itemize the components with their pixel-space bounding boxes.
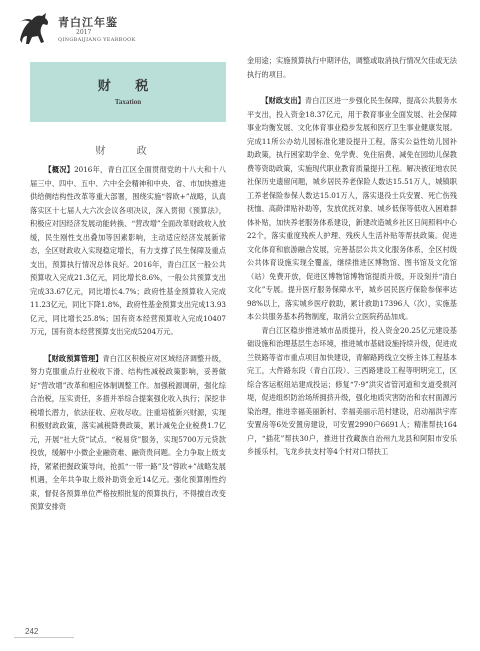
section-title: 财 政 <box>95 146 161 157</box>
chapter-title: 财 税 <box>97 79 159 94</box>
chapter-banner <box>30 62 226 122</box>
yearbook-header <box>14 6 234 52</box>
right-column <box>247 54 457 459</box>
urban-quality-paragraph: 青白江区稳步推进城市品质提升，投入资金20.25亿元建设基础设施和治理基层生态环境，推进城市基础设施持续升级，促进成兰铁路等省市重点项目加快建设，青解路跨线立交桥主体工程基本完工，大件路东段（青白江段）、三西路建设工程等明明完工，区综合客运枢纽站建成投运；修复“7·9”洪灾省管河道和支道受损河堤，促进组织防治场所拥挤升级，强化地质灾害防治和农村面源污染治理，推进幸福美丽新村、幸福美丽示范村建设，启动福洪宇库安置房等6处安置房建设，可安置2990户6691人；精准帮扶164户，“插花”帮扶30户，推进甘孜藏族自治州九龙县和阿阳市安乐乡援乐村，飞龙乡扶支村等4个村对口帮扶工 <box>247 325 457 456</box>
overview-paragraph <box>30 163 226 339</box>
footer-divider <box>14 637 74 638</box>
expenditure-text: 青白江区进一步强化民生保障，提高公共服务水平支出，投入资金18.37亿元，用于教育事业全面发展、社会保障事业均衡发展、文化体育事业稳步发展和医疗卫生事业健康发展。完成11所公办幼儿园标准化建设提升工程，落实公益性幼儿园补助政策，执行困家助学金、免学费、免住宿费、减免在园幼儿保教费等资助政策，实施现代职业教育质量提升工程。解决被征地农民社保历史遗留问题，城乡居民养老保险人数达15.51万人，城镇职工养老保险参保人数达15.01万人，落实退役士兵安置、死亡伤残抚恤、高龄津贴补助等，发放优抚对象、城乡低保等低收入困难群体补贴，加快养老服务体系建设，新建改造城乡社区日间照料中心22个，落实重度残疾人护理、残疾人生活补贴等帮扶政策。促进文化体育和旅游融合发展，完善基层公共文化服务体系，全区村级公共体育设施实现全覆盖，继续推进区博物馆、图书馆及文化馆（站）免费开放，促进区博物馆博物馆提质升级，开设刻并“清白文化”专展。提升医疗服务保障水平，城乡居民医疗保险参保率达98%以上，落实城乡医疗救助，累计救助17396人（次），实施基本公共服务基本药物制度，取消公立医院药品加成。 <box>247 96 457 321</box>
paragraph-gap <box>247 81 457 94</box>
yearbook-title-cn: 青白江年鉴 <box>58 16 118 29</box>
page-number: 242 <box>25 627 39 636</box>
chapter-subtitle: Taxation <box>114 98 142 106</box>
overview-text: 2016年，青白江区全面贯彻党的十八大和十八届三中、四中、五中、六中全会精神和中央、省、市加快推进供给侧结构性改革等重大部署，围绕实施“蓉欧+”战略，认真落实区十七届人大六次会议各项决议，深入贯彻《预算法》，积极应对因经济发展动能转换、“营改增”全面改革财政收入放缓，民生刚性支出叠加等因素影响，主动适应经济发展新常态，全区财政收入实现稳定增长，有力支撑了民生保障及重点支出，预算执行情况总体良好。2016年，青白江区一般公共预算收入完成21.3亿元，同比增长8.6%，一般公共预算支出完成33.67亿元，同比增长4.7%；政府性基金预算收入完成11.23亿元，同比下降1.8%，政府性基金预算支出完成13.93亿元，同比增长25.8%；国有资本经营预算收入完成10407万元，国有资本经营预算支出完成5204万元。 <box>30 165 226 336</box>
left-column <box>30 163 226 514</box>
continued-paragraph: 金用途；实施预算执行中期评估，调整或取消执行情况欠佳或无法执行的项目。 <box>247 56 457 79</box>
budget-management-text: 青白江区积极应对区域经济调整升级，努力克服重点行业税收下滑、结构性减税政策影响，妥善做好“营改增”改革和相应体制调整工作。加强税源调研，强化综合治税，压实责任，多措并举综合提案强化收入执行；深挖非税增长潜力，依法征收、应收尽收。注重培植新兴财源，实现积极财政政策，落实减税降费政策，累计减免企业税费1.7亿元，开展“社大贷”试点、“税易贷”服务，实现5700万元贷款投放，缓解中小微企业融资难、融资贵问题。全力争取上级支持，紧紧把握政策导向，抢抓“一带一路”及“蓉欧+”战略发展机遇，全年共争取上级补助资金近14亿元。强化预算刚性约束，督促各预算单位严格按照批复的预算执行，不得擅自改变预算安排资 <box>30 353 226 511</box>
yearbook-title-en: QINGBAIJIANG YEARBOOK <box>58 37 136 43</box>
expenditure-label: 【财政支出】 <box>261 96 305 105</box>
overview-label: 【概况】 <box>44 165 75 174</box>
expenditure-paragraph <box>247 94 457 324</box>
budget-management-label: 【财政预算管理】 <box>44 353 103 363</box>
paragraph-gap <box>30 339 226 352</box>
horse-logo-icon <box>14 10 54 48</box>
yearbook-year: 2017 <box>76 29 92 36</box>
budget-management-paragraph <box>30 352 226 514</box>
